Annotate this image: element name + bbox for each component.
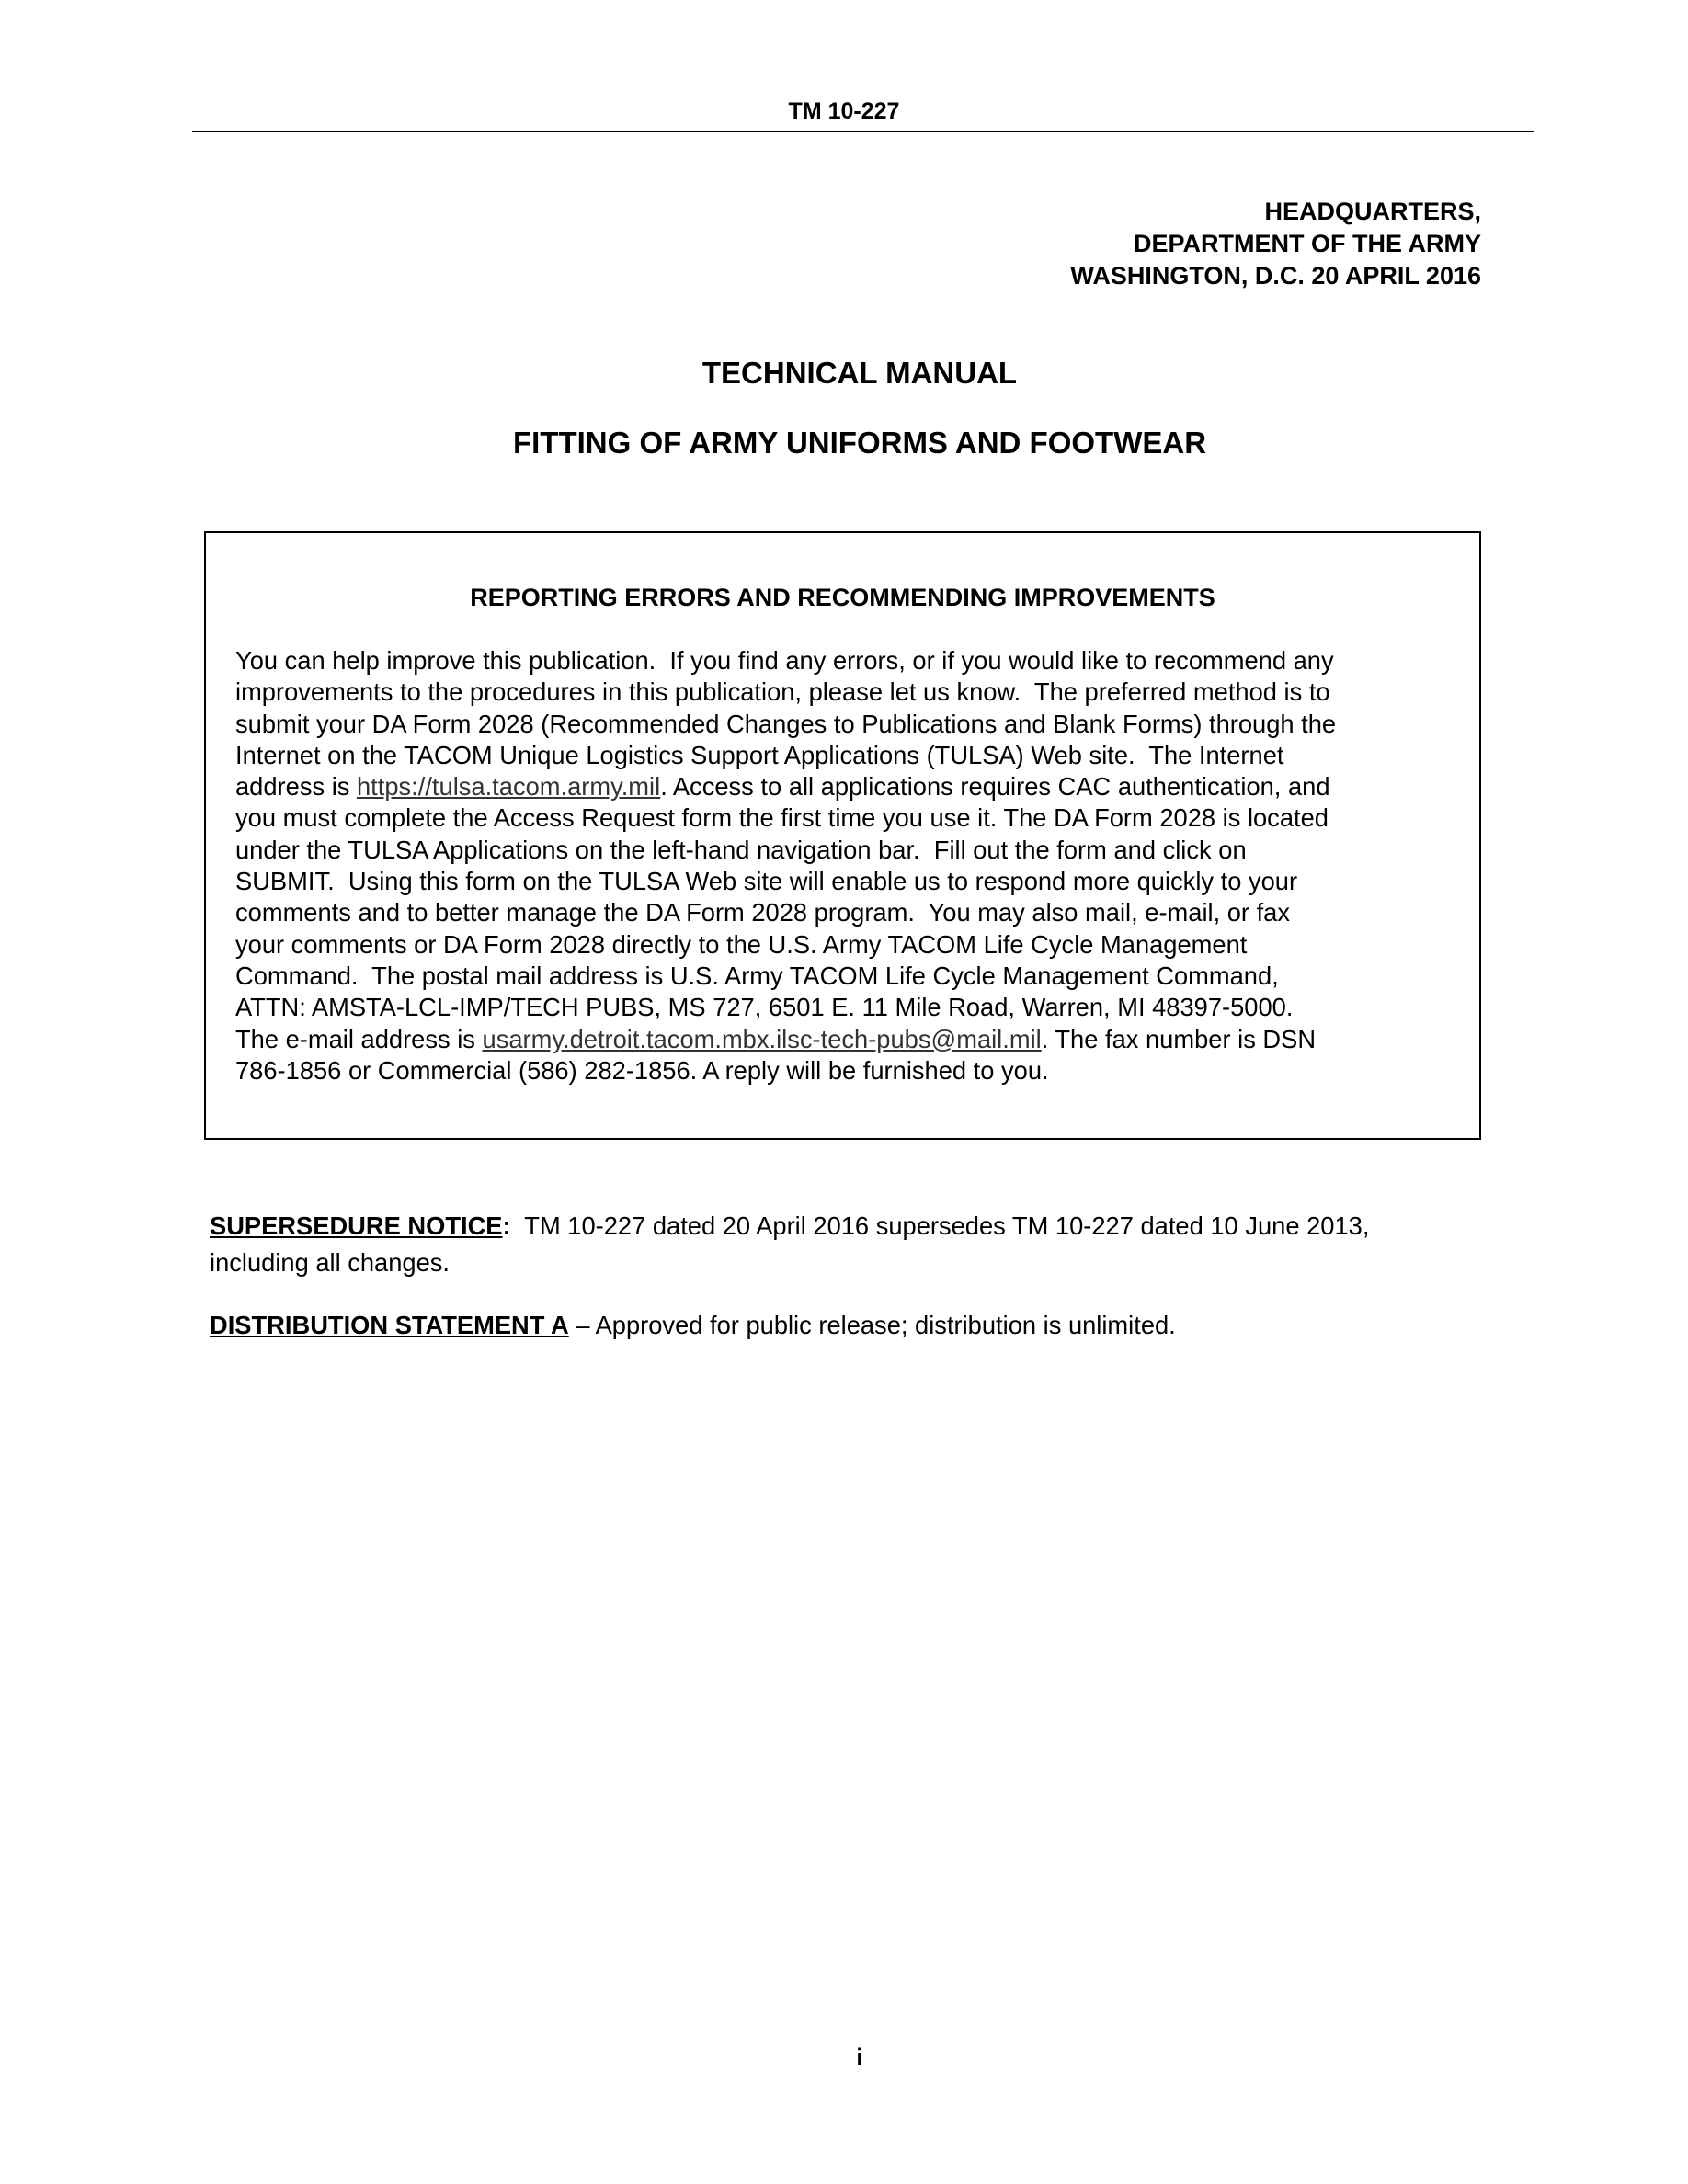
distribution-label: DISTRIBUTION STATEMENT A xyxy=(210,1311,569,1339)
supersedure-text-continued: including all changes. xyxy=(210,1248,451,1277)
distribution-statement xyxy=(210,1307,1497,1344)
reporting-line: improvements to the procedures in this publication, please let us know. The preferred method is to xyxy=(235,677,1330,707)
reporting-line: 786-1856 or Commercial (586) 282-1856. A reply will be furnished to you. xyxy=(235,1055,1049,1085)
reporting-text: The e-mail address is xyxy=(235,1024,483,1053)
reporting-errors-box xyxy=(204,531,1481,1140)
reporting-line-with-link xyxy=(235,1024,1458,1055)
issuer-line-headquarters: HEADQUARTERS, xyxy=(1264,198,1481,225)
reporting-text: address is xyxy=(235,772,357,802)
supersedure-notice xyxy=(210,1208,1497,1281)
reporting-line: SUBMIT. Using this form on the TULSA Web site will enable us to respond more quickly to your xyxy=(235,867,1298,896)
reporting-heading: REPORTING ERRORS AND RECOMMENDING IMPROVEMENTS xyxy=(470,584,1215,611)
supersedure-label: SUPERSEDURE NOTICE xyxy=(210,1211,503,1240)
reporting-line: You can help improve this publication. If you find any errors, or if you would like to recommend any xyxy=(235,646,1334,675)
reporting-line: your comments or DA Form 2028 directly to the U.S. Army TACOM Life Cycle Management xyxy=(235,929,1248,959)
supersedure-text: TM 10-227 dated 20 April 2016 supersedes TM 10-227 dated 10 June 2013, xyxy=(510,1211,1370,1240)
reporting-line: under the TULSA Applications on the left-hand navigation bar. Fill out the form and click on xyxy=(235,835,1247,864)
issuer-line-location-date: WASHINGTON, D.C. 20 APRIL 2016 xyxy=(1070,262,1481,290)
reporting-line: submit your DA Form 2028 (Recommended Changes to Publications and Blank Forms) through the xyxy=(235,709,1337,738)
reporting-line: Internet on the TACOM Unique Logistics Support Applications (TULSA) Web site. The Internet xyxy=(235,740,1284,769)
reporting-line: you must complete the Access Request form the first time you use it. The DA Form 2028 is located xyxy=(235,803,1329,833)
reporting-text: . The fax number is DSN xyxy=(1041,1024,1317,1053)
supersedure-colon: : xyxy=(502,1211,511,1240)
issuing-authority-block xyxy=(1070,196,1481,292)
distribution-line xyxy=(210,1307,1497,1344)
page-number: i xyxy=(856,2043,863,2071)
document-subject-title: FITTING OF ARMY UNIFORMS AND FOOTWEAR xyxy=(512,426,1207,460)
document-type-title: TECHNICAL MANUAL xyxy=(701,356,1018,390)
reporting-line: comments and to better manage the DA Form 2028 program. You may also mail, e-mail, or fax xyxy=(235,898,1291,927)
reporting-text: . Access to all applications requires CAC authentication, and xyxy=(660,772,1330,802)
document-number-header: TM 10-227 xyxy=(788,98,900,124)
reporting-line-with-link xyxy=(235,771,1458,802)
distribution-text: – Approved for public release; distribution is unlimited. xyxy=(568,1311,1176,1339)
reporting-body xyxy=(235,645,1458,1086)
header-rule xyxy=(192,131,1534,132)
supersedure-line xyxy=(210,1208,1497,1245)
issuer-line-department: DEPARTMENT OF THE ARMY xyxy=(1134,230,1481,257)
reporting-line: ATTN: AMSTA-LCL-IMP/TECH PUBS, MS 727, 6501 E. 11 Mile Road, Warren, MI 48397-5000. xyxy=(235,993,1294,1022)
email-address-link[interactable]: usarmy.detroit.tacom.mbx.ilsc-tech-pubs@mail.mil xyxy=(482,1024,1042,1053)
tulsa-website-link[interactable]: https://tulsa.tacom.army.mil xyxy=(357,772,661,802)
reporting-line: Command. The postal mail address is U.S. Army TACOM Life Cycle Management Command, xyxy=(235,961,1279,990)
